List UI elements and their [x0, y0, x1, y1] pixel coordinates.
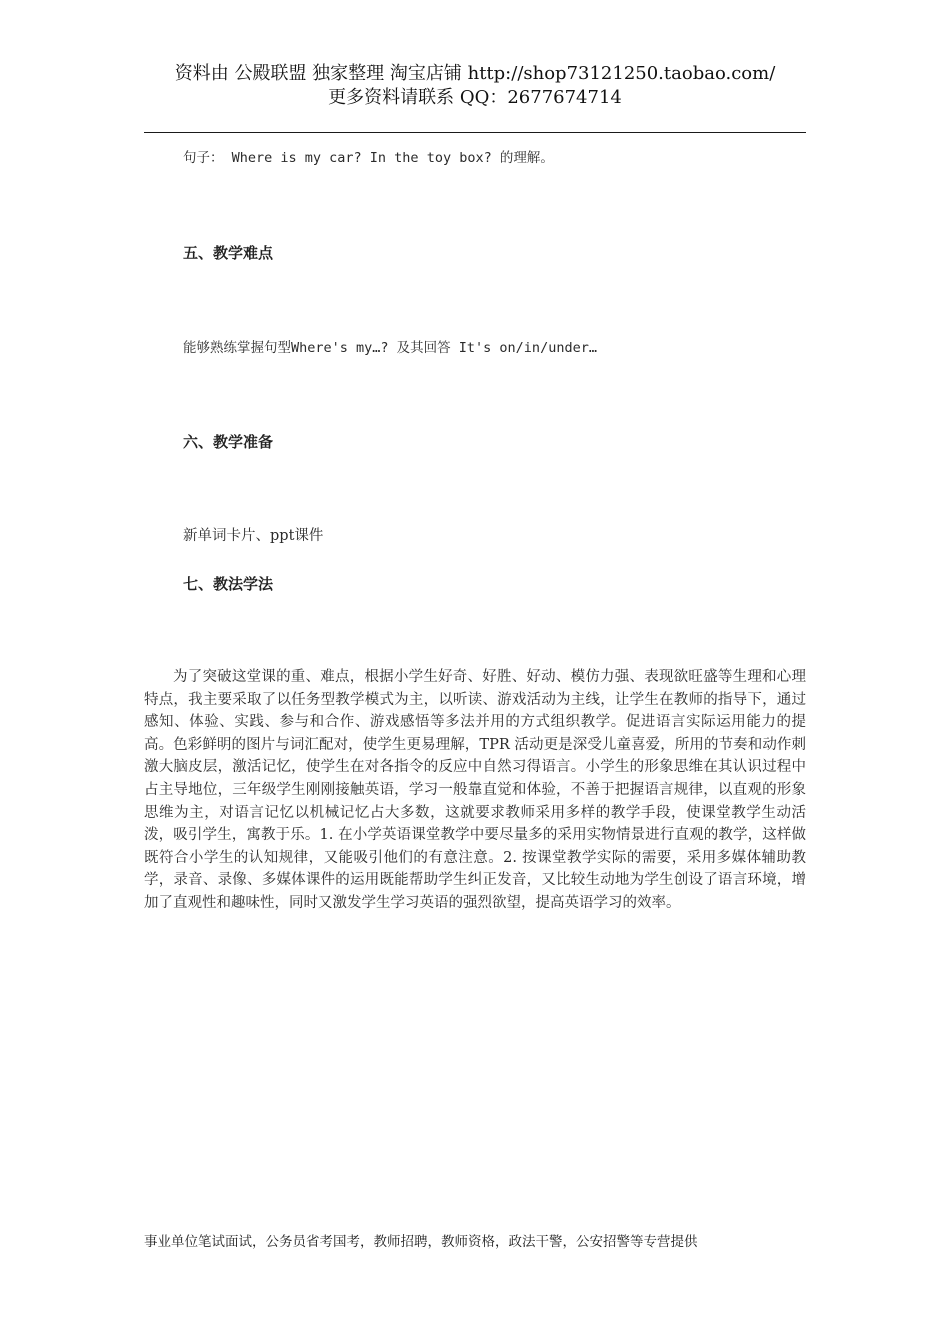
header-contact-line: 更多资料请联系 QQ：2677674714 — [328, 87, 622, 108]
sentence-line: 句子： Where is my car? In the toy box? 的理解。 — [183, 150, 554, 166]
page-footer: 事业单位笔试面试，公务员省考国考，教师招聘，教师资格，政法干警，公安招警等专营提供 — [144, 1234, 698, 1250]
section7-heading: 七、教法学法 — [183, 575, 274, 593]
section7-paragraph: 为了突破这堂课的重、难点，根据小学生好奇、好胜、好动、模仿力强、表现欲旺盛等生理和心理特点，我主要采取了以任务型教学模式为主，以听读、游戏活动为主线，让学生在教师的指导下，通过感知、体验、实践、参与和合作、游戏感悟等多法并用的方式组织教学。促进语言实际运用能力的提高。色彩鲜明的图片与词汇配对，使学生更易理解，TPR 活动更是深受儿童喜爱，所用的节奏和动作刺激大脑皮层，激活记忆，使学生在对各指令的反应中自然习得语言。小学生的形象思维在其认识过程中占主导地位，三年级学生刚刚接触英语，学习一般靠直觉和体验，不善于把握语言规律，以直观的形象思维为主，对语言记忆以机械记忆占大多数，这就要求教师采用多样的教学手段，使课堂教学生动活泼，吸引学生，寓教于乐。1. 在小学英语课堂教学中要尽量多的采用实物情景进行直观的教学，这样做既符合小学生的认知规律，又能吸引他们的有意注意。2. 按课堂教学实际的需要，采用多媒体辅助教学，录音、录像、多媒体课件的运用既能帮助学生纠正发音，又比较生动地为学生创设了语言环境，增加了直观性和趣味性，同时又激发学生学习英语的强烈欲望，提高英语学习的效率。 — [144, 669, 806, 911]
section5-text: 能够熟练掌握句型Where's my…? 及其回答 It's on/in/under… — [183, 340, 597, 356]
section6-heading: 六、教学准备 — [183, 433, 274, 451]
section6-text: 新单词卡片、ppt课件 — [183, 528, 324, 544]
page-header — [0, 62, 950, 110]
header-source-line: 资料由 公殿联盟 独家整理 淘宝店铺 http://shop73121250.taobao.com/ — [174, 63, 776, 84]
header-divider — [144, 132, 806, 133]
section5-heading: 五、教学难点 — [183, 244, 274, 262]
